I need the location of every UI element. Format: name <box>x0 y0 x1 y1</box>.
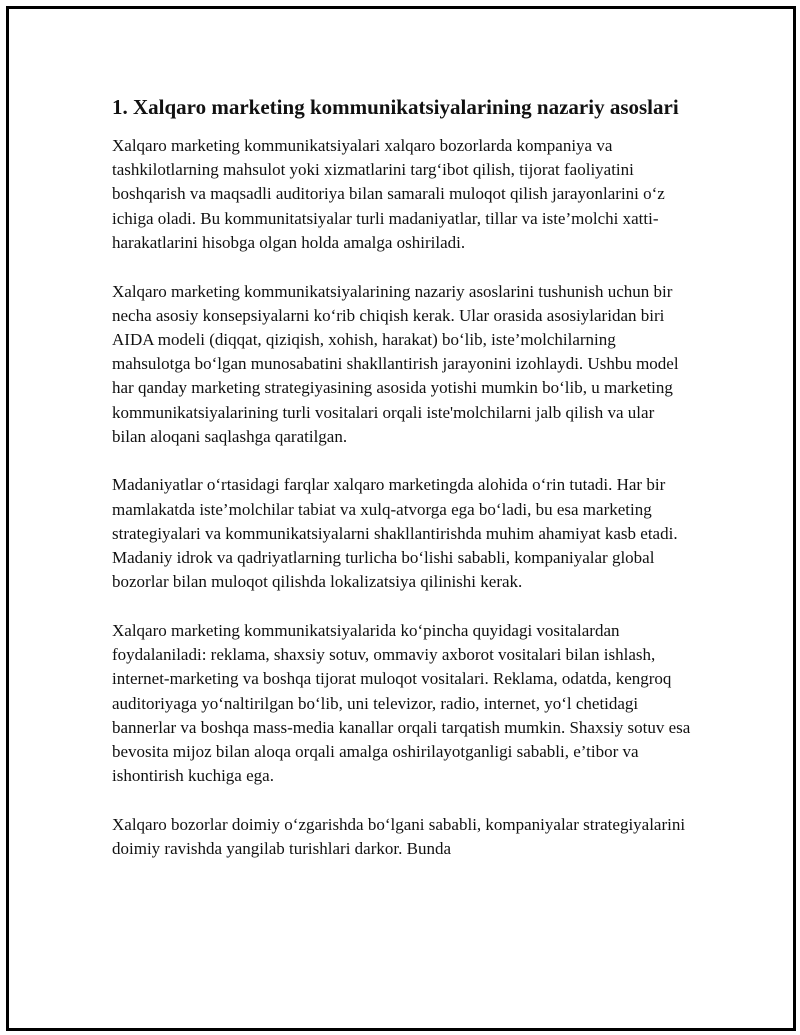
section-heading: 1. Xalqaro marketing kommunikatsiyalarining nazariy asoslari <box>112 95 679 119</box>
paragraph-theory: Xalqaro marketing kommunikatsiyalarining nazariy asoslarini tushunish uchun bir necha asosiy konsepsiyalarni ko‘rib chiqish kerak. Ular orasida asosiylaridan biri AIDA modeli (diqqat, qiziqish, xohish, harakat) bo‘lib, iste’molchilarning mahsulotga bo‘lgan munosabatini shakllantirish jarayonini izohlaydi. Ushbu model har qanday marketing strategiyasining asosida yotishi mumkin bo‘lib, u marketing kommunikatsiyalarining turli vositalari orqali iste'molchilarni jalb qilish va ular bilan aloqani saqlashga qaratilgan. <box>112 281 679 446</box>
paragraph-strategy: Xalqaro bozorlar doimiy o‘zgarishda bo‘lgani sababli, kompaniyalar strategiyalarini doimiy ravishda yangilab turishlari darkor. Bunda <box>112 814 686 859</box>
paragraph-tools: Xalqaro marketing kommunikatsiyalarida ko‘pincha quyidagi vositalardan foydalaniladi: reklama, shaxsiy sotuv, ommaviy axborot vositalari bilan ishlash, internet-marketing va boshqa tijorat muloqot vositalari. Reklama, odatda, kengroq auditoriyaga yo‘naltirilgan bo‘lib, uni televizor, radio, internet, yo‘l chetidagi bannerlar va boshqa mass-media kanallar orqali tarqatish mumkin. Shaxsiy sotuv esa bevosita mijoz bilan aloqa orqali amalga oshirilayotganligi sababli, e’tibor va ishontirish kuchiga ega. <box>112 620 691 786</box>
paragraph-culture: Madaniyatlar o‘rtasidagi farqlar xalqaro marketingda alohida o‘rin tutadi. Har bir mamlakatda iste’molchilar tabiat va xulq-atvorga ega bo‘ladi, bu esa marketing strategiyalari va kommunikatsiyalarni shakllantirishda muhim ahamiyat kasb etadi. Madaniy idrok va qadriyatlarning turlicha bo‘lishi sababli, kompaniyalar global bozorlar bilan muloqot qilishda lokalizatsiya qilinishi kerak. <box>112 475 678 592</box>
paragraph-intro: Xalqaro marketing kommunikatsiyalari xalqaro bozorlarda kompaniya va tashkilotlarning mahsulot yoki xizmatlarini targ‘ibot qilish, tijorat faoliyatini boshqarish va maqsadli auditoriya bilan samarali muloqot qilish jarayonlarini o‘z ichiga oladi. Bu kommunitatsiyalar turli madaniyatlar, tillar va iste’molchi xatti-harakatlarini hisobga olgan holda amalga oshiriladi. <box>112 136 665 252</box>
document-body <box>112 93 692 886</box>
